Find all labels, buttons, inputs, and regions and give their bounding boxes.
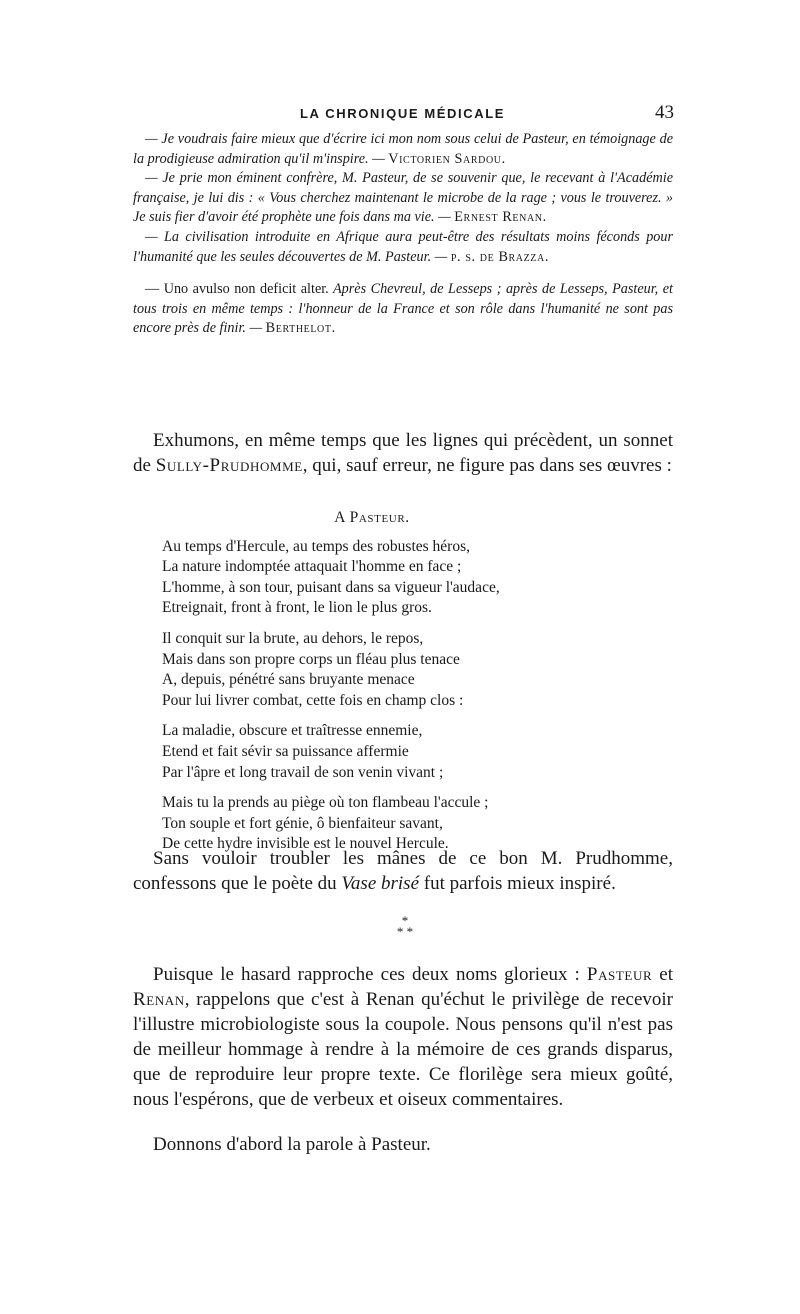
- poet-name: Sully-Prudhomme: [155, 455, 303, 476]
- asterism-bottom-stars: * *: [396, 924, 414, 939]
- verse-line: A, depuis, pénétré sans bruyante menace: [162, 671, 415, 689]
- running-title: LA CHRONIQUE MÉDICALE: [300, 106, 506, 121]
- asterism-top-star: *: [401, 913, 409, 928]
- verse-line: Mais tu la prends au piège où ton flambeau l'accule ;: [162, 794, 489, 812]
- book-title: Vase brisé: [341, 873, 419, 894]
- verse-line: Pour lui livrer combat, cette fois en champ clos :: [162, 691, 464, 709]
- quote-author: Victorien Sardou.: [388, 150, 506, 167]
- intro-paragraph: Exhumons, en même temps que les lignes qui précèdent, un sonnet de Sully-Prudhomme, qui, sauf erreur, ne figure pas dans ses œuvres :: [133, 430, 673, 476]
- verse-line: Mais dans son propre corps un fléau plus tenace: [162, 650, 460, 668]
- quote-author: Berthelot.: [265, 320, 336, 337]
- verse-line: Par l'âpre et long travail de son venin vivant ;: [162, 763, 444, 781]
- asterism: [375, 915, 435, 937]
- verse-line: Ton souple et fort génie, ô bienfaiteur savant,: [162, 814, 443, 832]
- closing-paragraph: Puisque le hasard rapproche ces deux noms glorieux : Pasteur et Renan, rappelons que c'est à Renan qu'échut le privilège de recevoir l'illustre microbiologiste sous la coupole. Nous pensons qu'il n'est pas de meilleur hommage à rendre à la mémoire de ces grands disparus, que de reproduire leur propre texte. Ce florilège sera mieux goûté, nous l'espérons, que de verbeux et oiseux commentaires.: [133, 964, 674, 1110]
- verse-line: Etreignait, front à front, le lion le plus gros.: [162, 599, 432, 617]
- quote-brazza: — La civilisation introduite en Afrique aura peut-être des résultats moins féconds pour l'humanité que les seules découvertes de M. Pasteur. — p. s. de Brazza.: [133, 228, 673, 265]
- verse-line: De cette hydre invisible est le nouvel Hercule.: [162, 835, 449, 853]
- quote-author: p. s. de Brazza.: [450, 248, 549, 265]
- verse-line: Il conquit sur la brute, au dehors, le repos,: [162, 629, 424, 647]
- stanza: [162, 629, 582, 711]
- verse-line: La maladie, obscure et traîtresse ennemie,: [162, 722, 423, 740]
- stanza: [162, 721, 582, 783]
- poem-title: A Pasteur.: [334, 509, 410, 526]
- quote-renan: — Je prie mon éminent confrère, M. Pasteur, de se souvenir que, le recevant à l'Académie française, je lui dis : « Vous cherchez maintenant le microbe de la rage ; vous le trouverez. » Je suis fier d'avoir été prophète une fois dans ma vie. — Ernest Renan.: [133, 170, 673, 226]
- quote-author: Ernest Renan.: [454, 209, 547, 226]
- verse-line: L'homme, à son tour, puisant dans sa vigueur l'audace,: [162, 578, 500, 596]
- verse-line: Etend et fait sévir sa puissance affermie: [162, 742, 409, 760]
- quotations-block: [133, 130, 673, 339]
- comment-paragraph: Sans vouloir troubler les mânes de ce bon M. Prudhomme, confessons que le poète du Vase brisé fut parfois mieux inspiré.: [133, 848, 673, 894]
- stanza: [162, 537, 582, 619]
- quote-berthelot: — Uno avulso non deficit alter. Après Chevreul, de Lesseps ; après de Lesseps, Pasteur, et tous trois en même temps : l'honneur de la France et son rôle dans l'humanité ne sont pas encore près de finir. — Berthelot.: [133, 281, 673, 337]
- quote-sardou: — Je voudrais faire mieux que d'écrire ici mon nom sous celui de Pasteur, en témoignage de la prodigieuse admiration qu'il m'inspire. — Victorien Sardou.: [133, 131, 673, 167]
- final-line: Donnons d'abord la parole à Pasteur.: [153, 1134, 431, 1155]
- verse-line: La nature indomptée attaquait l'homme en face ;: [162, 558, 462, 576]
- sonnet: [162, 508, 582, 865]
- verse-line: Au temps d'Hercule, au temps des robustes héros,: [162, 537, 470, 555]
- page-number: 43: [655, 102, 674, 123]
